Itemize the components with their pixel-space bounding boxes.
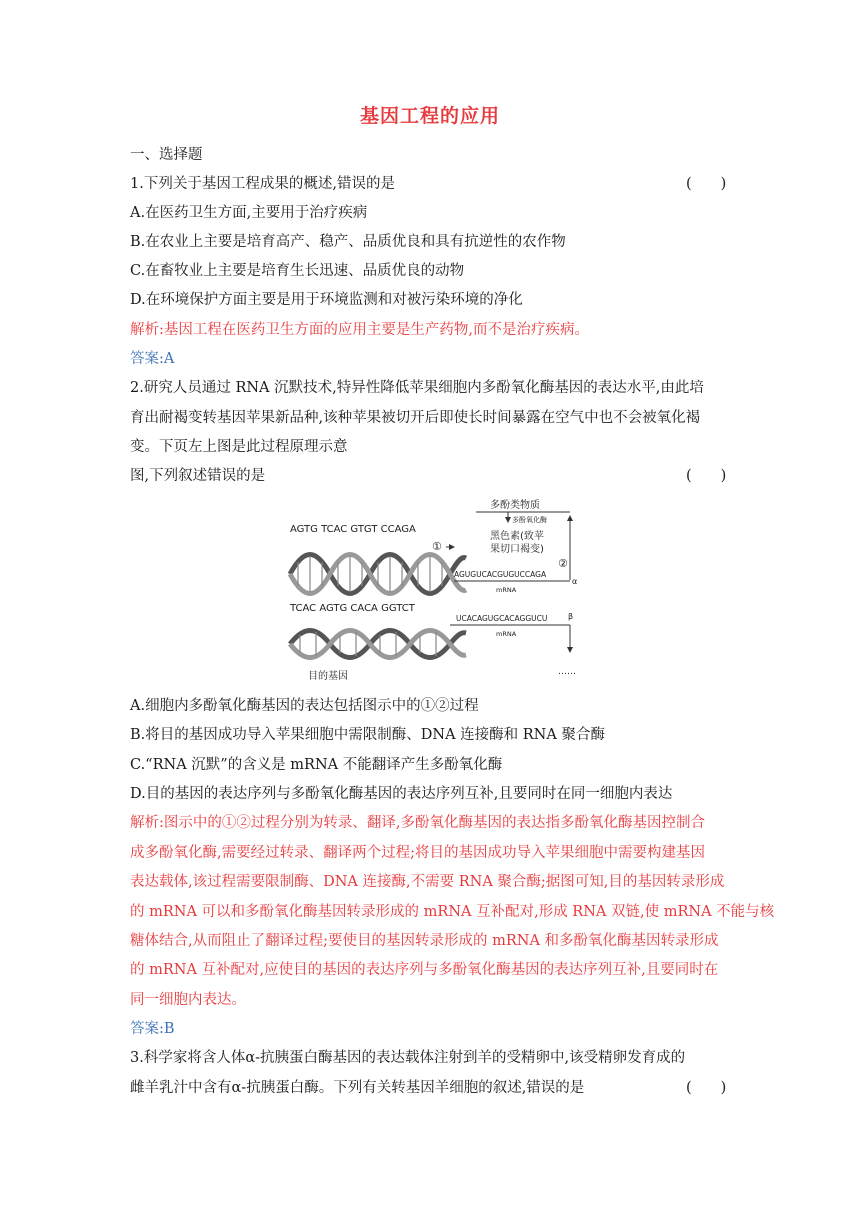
q2-stem-line-1: 2.研究人员通过 RNA 沉默技术,特异性降低苹果细胞内多酚氧化酶基因的表达水平,由此培 <box>130 380 704 396</box>
q2-stem-line-4: 图,下列叙述错误的是 <box>130 468 266 484</box>
target-gene-label: 目的基因 <box>308 671 348 682</box>
q2-stem-line-3: 变。下页左上图是此过程原理示意 <box>130 439 348 455</box>
mrna-alpha-label: mRNA <box>496 586 517 594</box>
enzyme-label: 多酚氧化酶 <box>512 516 547 524</box>
page-title: 基因工程的应用 <box>359 105 500 127</box>
q1-answer-paren: ( ) <box>686 176 727 192</box>
q2-answer: 答案:B <box>130 1021 175 1037</box>
melanin-label-2: 果切口褐变) <box>490 544 544 555</box>
polyphenol-label: 多酚类物质 <box>490 500 540 511</box>
q2-option-c: C.“RNA 沉默”的含义是 mRNA 不能翻译产生多酚氧化酶 <box>130 757 503 773</box>
lower-dna-helix <box>290 631 466 658</box>
q2-analysis-line-7: 同一细胞内表达。 <box>130 992 246 1008</box>
mrna-beta-label: mRNA <box>496 630 517 638</box>
q2-option-d: D.目的基因的表达序列与多酚氧化酶基因的表达序列互补,且要同时在同一细胞内表达 <box>130 786 673 802</box>
q2-analysis-line-1: 解析:图示中的①②过程分别为转录、翻译,多酚氧化酶基因的表达指多酚氧化酶基因控制合 <box>130 815 705 831</box>
q2-option-b: B.将目的基因成功导入苹果细胞中需限制酶、DNA 连接酶和 RNA 聚合酶 <box>130 727 605 743</box>
melanin-label-1: 黑色素(致苹 <box>490 531 544 542</box>
q1-option-a: A.在医药卫生方面,主要用于治疗疾病 <box>130 205 368 221</box>
q2-analysis-line-3: 表达载体,该过程需要限制酶、DNA 连接酶,不需要 RNA 聚合酶;据图可知,目的基因转录形成 <box>130 874 725 890</box>
q2-stem-line-2: 育出耐褐变转基因苹果新品种,该种苹果被切开后即使长时间暴露在空气中也不会被氧化褐 <box>130 410 701 426</box>
q3-stem-line-2: 雌羊乳汁中含有α-抗胰蛋白酶。下列有关转基因羊细胞的叙述,错误的是 <box>130 1080 585 1096</box>
mrna-alpha-sequence: AGUGUCACGUGUCCAGA <box>454 570 547 579</box>
q1-option-d: D.在环境保护方面主要是用于环境监测和对被污染环境的净化 <box>130 292 523 308</box>
q2-analysis-line-2: 成多酚氧化酶,需要经过转录、翻译两个过程;将目的基因成功导入苹果细胞中需要构建基因 <box>130 845 705 861</box>
q1-stem: 1.下列关于基因工程成果的概述,错误的是 <box>130 176 395 192</box>
step-2-label: ② <box>558 557 568 570</box>
continuation-dots: …… <box>558 667 576 677</box>
section-heading: 一、选择题 <box>130 147 203 163</box>
q2-analysis-line-5: 糖体结合,从而阻止了翻译过程;要使目的基因转录形成的 mRNA 和多酚氧化酶基因转录形成 <box>130 933 719 949</box>
q2-analysis-line-4: 的 mRNA 可以和多酚氧化酶基因转录形成的 mRNA 互补配对,形成 RNA 双链,使 mRNA 不能与核 <box>130 904 775 920</box>
q1-option-b: B.在农业上主要是培育高产、稳产、品质优良和具有抗逆性的农作物 <box>130 234 566 250</box>
q3-answer-paren: ( ) <box>686 1080 727 1096</box>
bottom-strand-sequence: TCAC AGTG CACA GGTCT <box>290 603 415 614</box>
q2-analysis-line-6: 的 mRNA 互补配对,应使目的基因的表达序列与多酚氧化酶基因的表达序列互补,且要同时在 <box>130 962 719 978</box>
top-strand-sequence: AGTG TCAC GTGT CCAGA <box>290 524 416 535</box>
q1-option-c: C.在畜牧业上主要是培育生长迅速、品质优良的动物 <box>130 263 465 279</box>
upper-dna-helix <box>290 555 466 594</box>
q2-option-a: A.细胞内多酚氧化酶基因的表达包括图示中的①②过程 <box>130 698 479 714</box>
rna-silencing-diagram <box>286 496 586 688</box>
alpha-label: α <box>572 577 578 586</box>
q1-analysis: 解析:基因工程在医药卫生方面的应用主要是生产药物,而不是治疗疾病。 <box>130 322 589 338</box>
mrna-beta-sequence: UCACAGUGCACAGGUCU <box>456 614 548 623</box>
beta-label: β <box>568 612 574 621</box>
step-1-label: ① <box>432 540 442 553</box>
q1-answer: 答案:A <box>130 351 175 367</box>
q3-stem-line-1: 3.科学家将含人体α-抗胰蛋白酶基因的表达载体注射到羊的受精卵中,该受精卵发育成的 <box>130 1050 686 1066</box>
q2-answer-paren: ( ) <box>686 468 727 484</box>
